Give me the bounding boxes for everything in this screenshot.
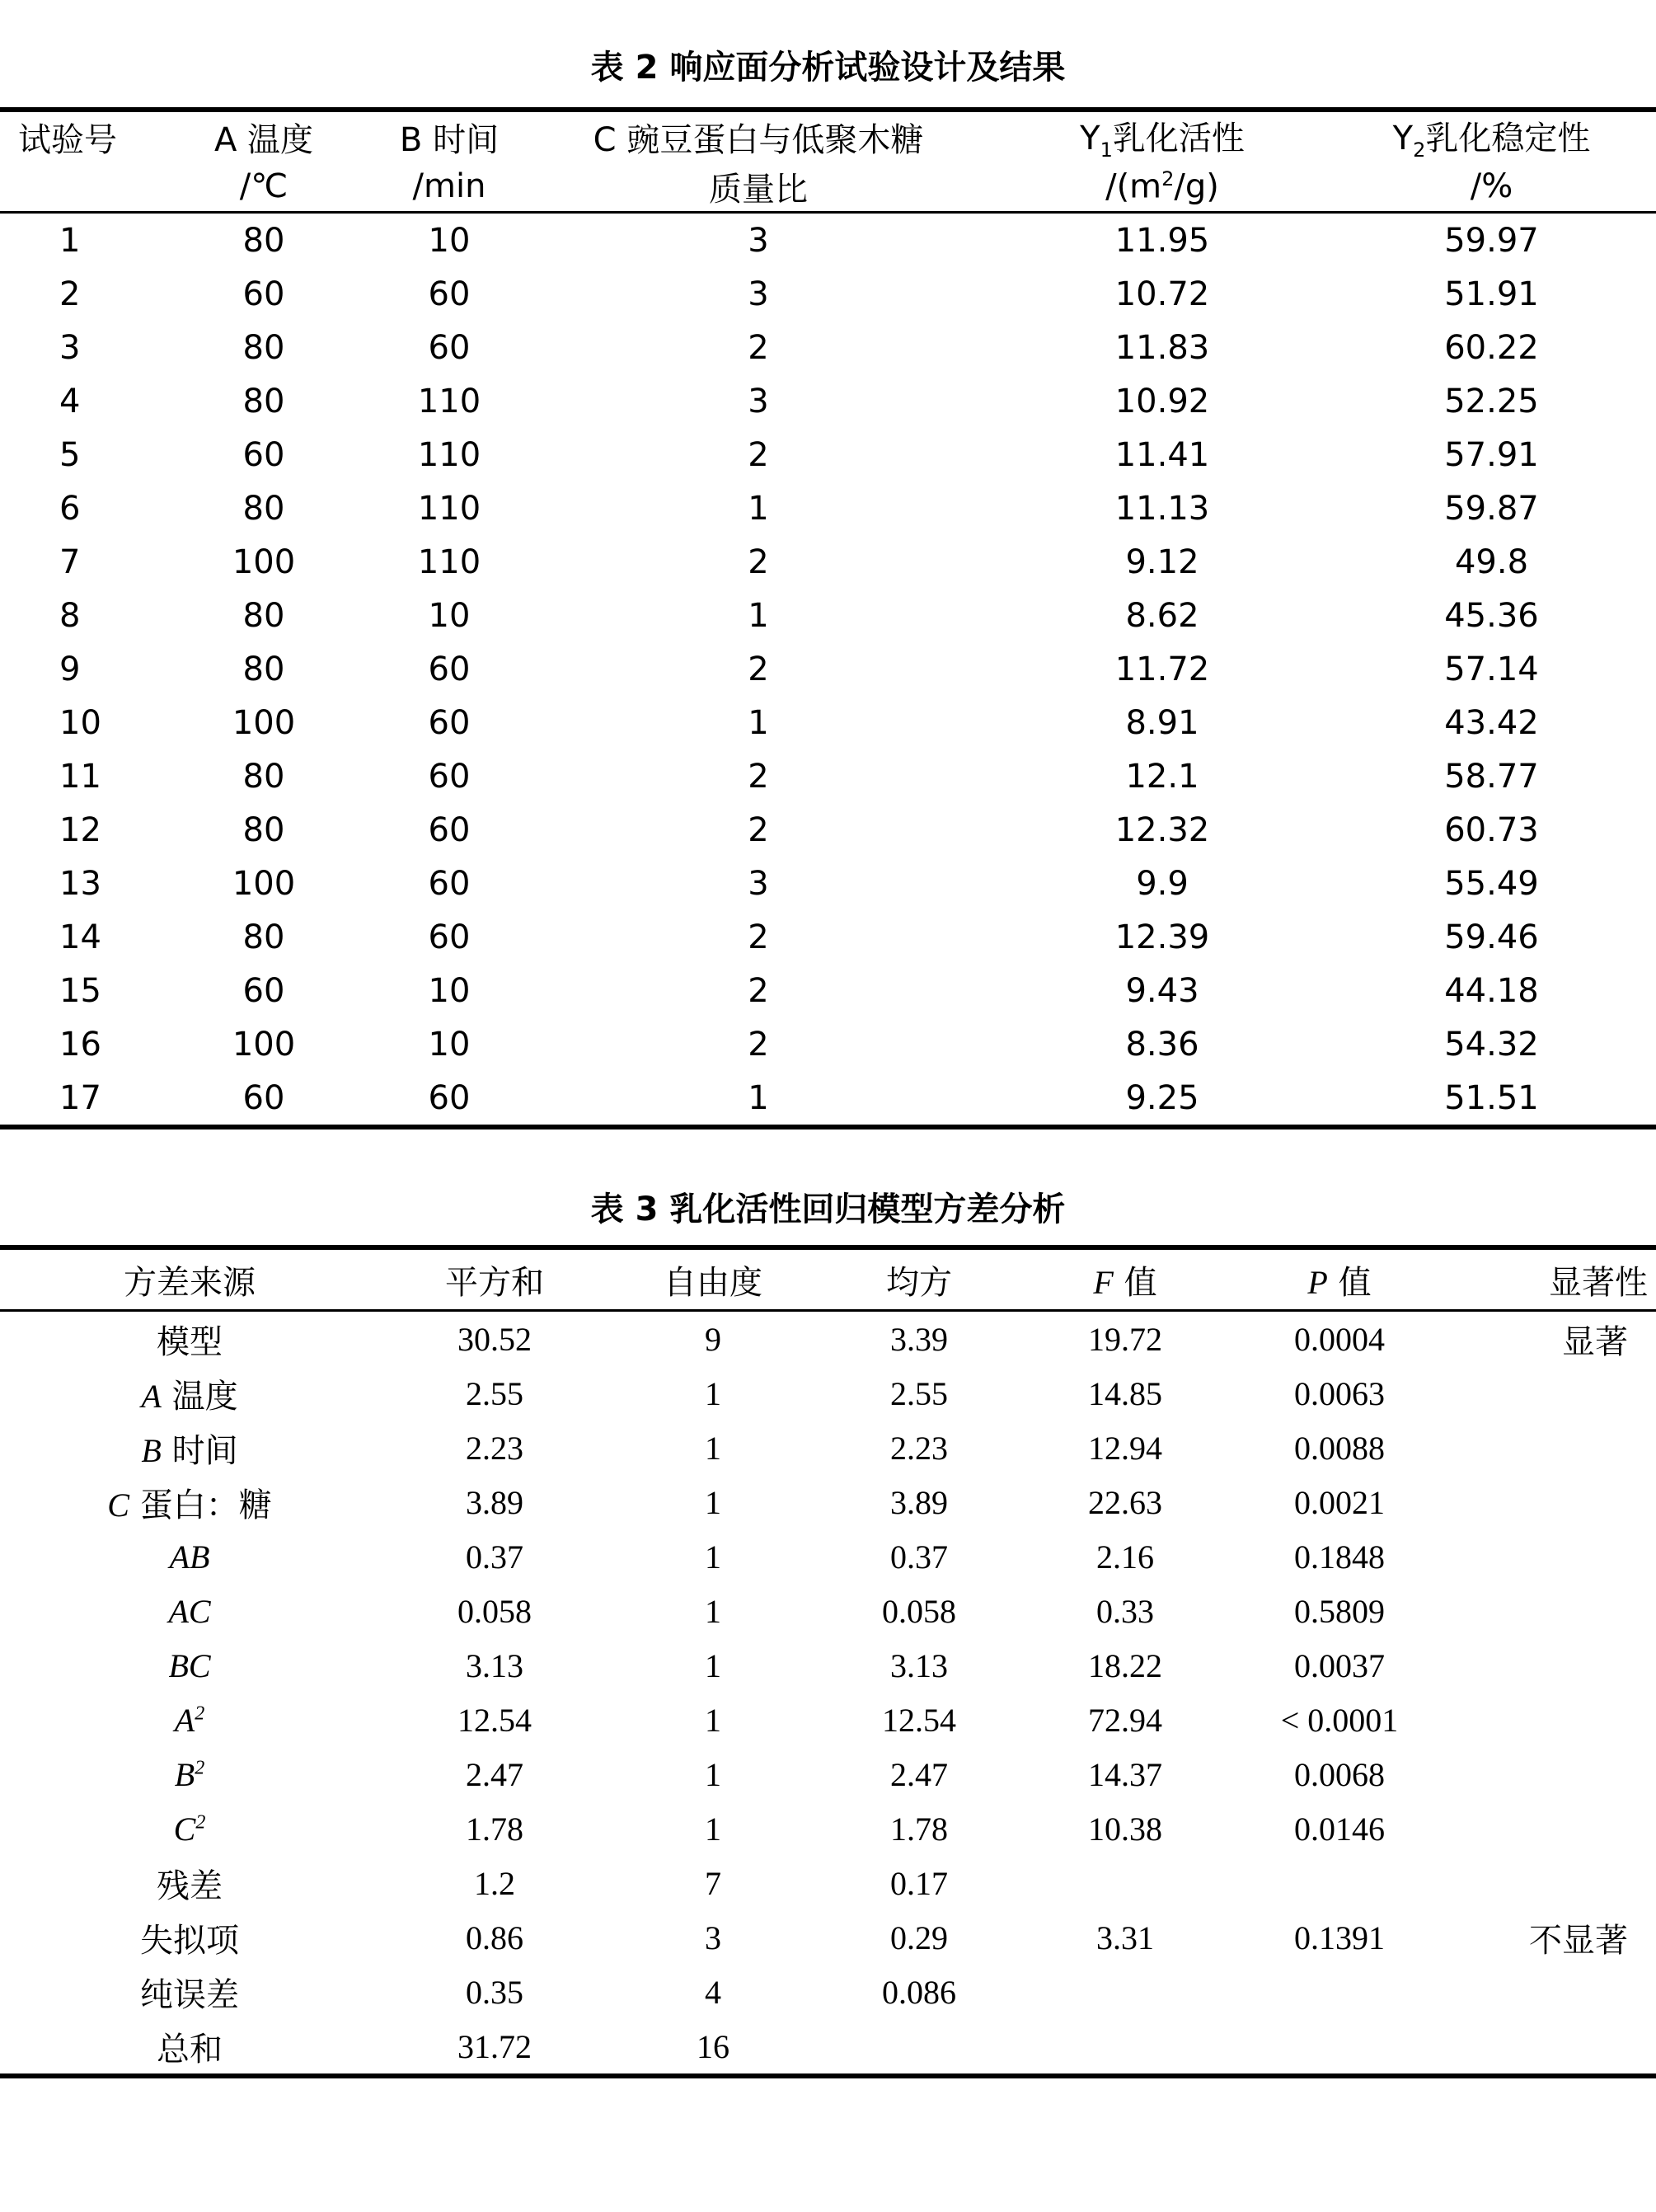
cell-f-value — [1022, 2019, 1228, 2076]
cell-emulsifying-activity: 11.95 — [1114, 221, 1210, 260]
source-exponent: 2 — [195, 1702, 205, 1725]
cell-p-value: 0.0063 — [1294, 1374, 1385, 1412]
cell-p-value: 0.0037 — [1294, 1646, 1385, 1684]
cell-degrees-of-freedom: 1 — [705, 1755, 721, 1793]
cell-run: 8 — [59, 596, 81, 635]
source-exponent: 2 — [195, 1811, 206, 1834]
table-row — [0, 1801, 1656, 1856]
cell-run: 2 — [59, 275, 81, 313]
cell-emulsifying-activity: 11.41 — [1114, 435, 1210, 474]
source-symbol: C — [173, 1810, 196, 1848]
cell-emulsifying-stability: 54.32 — [1444, 1025, 1539, 1064]
header-run-unit — [0, 162, 148, 213]
table-row — [0, 964, 1656, 1017]
cell-time: 60 — [428, 918, 471, 956]
cell-sum-of-squares: 0.86 — [466, 1918, 523, 1956]
cell-sum-of-squares: 1.78 — [466, 1810, 523, 1848]
cell-time: 60 — [379, 1071, 519, 1127]
cell-time: 10 — [428, 596, 471, 635]
table-row — [0, 857, 1656, 910]
cell-mean-square: 3.89 — [890, 1483, 948, 1521]
cell-emulsifying-activity: 12.1 — [1125, 757, 1199, 796]
cell-time: 10 — [428, 971, 471, 1010]
cell-p-value — [1228, 2019, 1451, 2076]
cell-degrees-of-freedom: 16 — [610, 2019, 816, 2076]
cell-emulsifying-stability: 44.18 — [1444, 971, 1539, 1010]
cell-temperature: 60 — [242, 275, 285, 313]
cell-p-value: 0.0068 — [1294, 1755, 1385, 1793]
cell-degrees-of-freedom: 1 — [705, 1429, 721, 1467]
cell-sum-of-squares: 0.058 — [457, 1592, 532, 1630]
cell-temperature: 80 — [242, 221, 285, 260]
cell-mean-square: 2.23 — [890, 1429, 948, 1467]
cell-p-value: 0.0004 — [1294, 1320, 1385, 1358]
f-symbol: F — [1093, 1263, 1114, 1301]
cell-p-value: 0.0146 — [1294, 1810, 1385, 1848]
cell-source — [0, 1366, 379, 1421]
cell-degrees-of-freedom: 1 — [705, 1646, 721, 1684]
cell-sum-of-squares: 30.52 — [457, 1320, 532, 1358]
cell-run: 14 — [59, 918, 101, 956]
table3-caption: 表 3 乳化活性回归模型方差分析 — [590, 1191, 1066, 1228]
cell-emulsifying-stability: 51.91 — [1444, 275, 1539, 313]
cell-mass-ratio: 3 — [748, 382, 769, 420]
table-row — [0, 321, 1656, 374]
cell-sum-of-squares: 31.72 — [379, 2019, 610, 2076]
cell-mass-ratio: 1 — [519, 1071, 997, 1127]
cell-emulsifying-stability: 49.8 — [1454, 542, 1529, 581]
cell-mass-ratio: 2 — [748, 542, 769, 581]
p-label: 值 — [1327, 1263, 1372, 1302]
cell-significance — [1451, 1529, 1656, 1584]
table-row — [0, 2019, 1656, 2076]
header-f-value — [1022, 1247, 1228, 1311]
table-row — [0, 1071, 1656, 1127]
header-time: B 时间 — [379, 110, 519, 162]
source-symbol: A — [174, 1701, 195, 1739]
cell-f-value: 72.94 — [1088, 1701, 1162, 1739]
cell-sum-of-squares: 1.2 — [474, 1864, 515, 1902]
table-row — [0, 910, 1656, 964]
cell-mean-square: 3.39 — [890, 1320, 948, 1358]
cell-run: 10 — [59, 703, 101, 742]
cell-run: 11 — [59, 757, 101, 796]
table-row — [0, 1421, 1656, 1475]
y1-label: 乳化活性 — [1112, 120, 1245, 157]
cell-degrees-of-freedom: 7 — [705, 1864, 721, 1902]
f-label: 值 — [1113, 1263, 1157, 1302]
y1-unit-post: /g) — [1174, 167, 1219, 206]
cell-temperature: 80 — [242, 328, 285, 367]
cell-f-value: 22.63 — [1088, 1483, 1162, 1521]
cell-mass-ratio: 2 — [748, 810, 769, 849]
header-y1 — [997, 110, 1327, 162]
cell-emulsifying-stability: 59.87 — [1444, 489, 1539, 528]
header-significance: 显著性 — [1451, 1247, 1656, 1311]
source-label: 蛋白：糖 — [129, 1486, 272, 1524]
cell-time: 60 — [428, 650, 471, 688]
cell-mass-ratio: 2 — [748, 328, 769, 367]
cell-mass-ratio: 1 — [748, 596, 769, 635]
source-symbol: B — [174, 1755, 195, 1793]
cell-significance — [1451, 1965, 1656, 2019]
cell-significance — [1451, 1584, 1656, 1638]
cell-emulsifying-activity: 9.43 — [1125, 971, 1199, 1010]
cell-emulsifying-activity: 9.25 — [997, 1071, 1327, 1127]
cell-emulsifying-activity: 9.9 — [1136, 864, 1189, 903]
table3-header-row — [0, 1247, 1656, 1311]
y1-symbol: Y — [1080, 120, 1100, 157]
cell-emulsifying-stability: 60.22 — [1444, 328, 1539, 367]
table-row — [0, 1366, 1656, 1421]
table-row — [0, 535, 1656, 589]
source-label: 纯误差 — [140, 1975, 239, 2014]
cell-temperature: 80 — [242, 382, 285, 420]
cell-emulsifying-stability: 59.46 — [1444, 918, 1539, 956]
source-symbol: BC — [168, 1646, 211, 1684]
table-row — [0, 1638, 1656, 1693]
table-row — [0, 1475, 1656, 1529]
header-y1-unit — [997, 162, 1327, 213]
cell-f-value: 10.38 — [1088, 1810, 1162, 1848]
cell-temperature: 80 — [242, 757, 285, 796]
cell-time: 110 — [417, 435, 481, 474]
y2-symbol: Y — [1392, 120, 1414, 157]
cell-p-value — [1228, 1856, 1451, 1910]
cell-degrees-of-freedom: 4 — [705, 1973, 721, 2011]
y1-unit-pre: /(m — [1105, 167, 1162, 206]
cell-sum-of-squares: 0.35 — [466, 1973, 523, 2011]
cell-run: 1 — [59, 221, 81, 260]
table-row — [0, 1965, 1656, 2019]
table-row — [0, 481, 1656, 535]
cell-source — [0, 1638, 379, 1693]
cell-sum-of-squares: 3.13 — [466, 1646, 523, 1684]
cell-f-value: 14.85 — [1088, 1374, 1162, 1412]
header-mass-ratio-sub: 质量比 — [519, 162, 997, 213]
cell-emulsifying-activity: 12.32 — [1114, 810, 1210, 849]
cell-degrees-of-freedom: 1 — [705, 1701, 721, 1739]
y1-subscript: 1 — [1100, 139, 1113, 162]
table-row — [0, 1584, 1656, 1638]
y2-subscript: 2 — [1413, 139, 1426, 162]
cell-mean-square: 3.13 — [890, 1646, 948, 1684]
cell-temperature: 60 — [148, 1071, 379, 1127]
cell-significance — [1451, 1856, 1656, 1910]
cell-mass-ratio: 3 — [748, 275, 769, 313]
y2-label: 乳化稳定性 — [1425, 120, 1591, 157]
cell-mean-square: 0.17 — [890, 1864, 948, 1902]
header-time-unit: /min — [379, 162, 519, 213]
cell-time: 60 — [428, 810, 471, 849]
table-row — [0, 803, 1656, 857]
cell-f-value: 2.16 — [1096, 1538, 1154, 1576]
table-row — [0, 1910, 1656, 1965]
cell-significance — [1451, 1801, 1656, 1856]
cell-p-value: 0.1391 — [1294, 1918, 1385, 1956]
cell-run: 16 — [59, 1025, 101, 1064]
source-symbol: A — [141, 1377, 162, 1415]
cell-mean-square — [816, 2019, 1022, 2076]
cell-emulsifying-activity: 11.72 — [1114, 650, 1210, 688]
cell-significance — [1451, 1747, 1656, 1801]
cell-sum-of-squares: 2.47 — [466, 1755, 523, 1793]
table3-body — [0, 1311, 1656, 2077]
cell-source — [0, 1910, 379, 1965]
cell-time: 60 — [428, 328, 471, 367]
y1-unit-sup: 2 — [1161, 167, 1175, 190]
cell-mass-ratio: 3 — [748, 221, 769, 260]
cell-time: 110 — [417, 542, 481, 581]
cell-p-value: 0.5809 — [1294, 1592, 1385, 1630]
table-row — [0, 642, 1656, 696]
cell-temperature: 80 — [242, 596, 285, 635]
cell-degrees-of-freedom: 3 — [705, 1918, 721, 1956]
cell-mean-square: 1.78 — [890, 1810, 948, 1848]
source-symbol: AC — [168, 1592, 211, 1630]
header-y2 — [1327, 110, 1656, 162]
cell-f-value — [1022, 1965, 1228, 2019]
header-temperature-unit: /℃ — [148, 162, 379, 213]
cell-emulsifying-activity: 8.36 — [1125, 1025, 1199, 1064]
cell-p-value — [1228, 1965, 1451, 2019]
header-temperature: A 温度 — [148, 110, 379, 162]
p-symbol: P — [1307, 1263, 1328, 1301]
cell-source — [0, 1747, 379, 1801]
header-degrees-of-freedom: 自由度 — [610, 1247, 816, 1311]
cell-significance — [1451, 1421, 1656, 1475]
cell-emulsifying-activity: 11.13 — [1114, 489, 1210, 528]
header-source: 方差来源 — [0, 1247, 379, 1311]
table2-caption: 表 2 响应面分析试验设计及结果 — [590, 49, 1066, 87]
table-row — [0, 589, 1656, 642]
source-label: 模型 — [157, 1322, 223, 1361]
cell-source — [0, 1529, 379, 1584]
cell-p-value: < 0.0001 — [1280, 1701, 1399, 1739]
table2-header-row-1 — [0, 110, 1656, 162]
cell-p-value: 0.1848 — [1294, 1538, 1385, 1576]
cell-mean-square: 0.058 — [882, 1592, 956, 1630]
cell-p-value: 0.0021 — [1294, 1483, 1385, 1521]
cell-mean-square: 2.47 — [890, 1755, 948, 1793]
table-row — [0, 213, 1656, 268]
cell-emulsifying-stability: 55.49 — [1444, 864, 1539, 903]
cell-f-value: 3.31 — [1096, 1918, 1154, 1956]
table-row — [0, 1747, 1656, 1801]
table-row — [0, 1311, 1656, 1367]
cell-temperature: 100 — [232, 703, 296, 742]
table-row — [0, 696, 1656, 749]
cell-emulsifying-stability: 51.51 — [1327, 1071, 1656, 1127]
cell-temperature: 60 — [242, 435, 285, 474]
cell-emulsifying-activity: 8.62 — [1125, 596, 1199, 635]
cell-emulsifying-activity: 8.91 — [1125, 703, 1199, 742]
cell-source — [0, 1584, 379, 1638]
header-y2-unit: /% — [1327, 162, 1656, 213]
cell-emulsifying-stability: 59.97 — [1444, 221, 1539, 260]
cell-emulsifying-stability: 52.25 — [1444, 382, 1539, 420]
cell-emulsifying-stability: 57.14 — [1444, 650, 1539, 688]
cell-source — [0, 1693, 379, 1747]
cell-significance — [1451, 1475, 1656, 1529]
cell-emulsifying-stability: 58.77 — [1444, 757, 1539, 796]
cell-mass-ratio: 2 — [748, 650, 769, 688]
cell-emulsifying-stability: 60.73 — [1444, 810, 1539, 849]
cell-significance — [1451, 2019, 1656, 2076]
header-p-value — [1228, 1247, 1451, 1311]
cell-source — [0, 1801, 379, 1856]
cell-mass-ratio: 3 — [748, 864, 769, 903]
cell-significance — [1451, 1693, 1656, 1747]
cell-temperature: 100 — [232, 1025, 296, 1064]
cell-temperature: 80 — [242, 489, 285, 528]
cell-sum-of-squares: 2.55 — [466, 1374, 523, 1412]
cell-degrees-of-freedom: 1 — [705, 1483, 721, 1521]
header-mean-square: 均方 — [816, 1247, 1022, 1311]
table2 — [0, 107, 1656, 1129]
cell-temperature: 80 — [242, 918, 285, 956]
cell-run: 4 — [59, 382, 81, 420]
cell-sum-of-squares: 12.54 — [457, 1701, 532, 1739]
cell-run: 7 — [59, 542, 81, 581]
cell-mean-square: 0.37 — [890, 1538, 948, 1576]
cell-source — [0, 1311, 379, 1367]
source-label: 残差 — [157, 1867, 223, 1905]
cell-significance — [1451, 1638, 1656, 1693]
table-row — [0, 1017, 1656, 1071]
table2-body — [0, 213, 1656, 1128]
table-row — [0, 1856, 1656, 1910]
cell-time: 10 — [428, 221, 471, 260]
cell-f-value: 14.37 — [1088, 1755, 1162, 1793]
cell-time: 60 — [428, 275, 471, 313]
header-run: 试验号 — [0, 110, 148, 162]
cell-mass-ratio: 1 — [748, 703, 769, 742]
table-row — [0, 1529, 1656, 1584]
source-exponent: 2 — [195, 1757, 205, 1779]
cell-degrees-of-freedom: 1 — [705, 1810, 721, 1848]
table-row — [0, 749, 1656, 803]
source-label: 温度 — [161, 1377, 238, 1416]
header-sum-of-squares: 平方和 — [379, 1247, 610, 1311]
cell-mean-square: 0.086 — [882, 1973, 956, 2011]
cell-temperature: 80 — [242, 650, 285, 688]
cell-mean-square: 12.54 — [882, 1701, 956, 1739]
cell-run: 13 — [59, 864, 101, 903]
cell-run: 12 — [59, 810, 101, 849]
cell-mass-ratio: 2 — [748, 971, 769, 1010]
cell-emulsifying-stability: 45.36 — [1444, 596, 1539, 635]
cell-source — [0, 1475, 379, 1529]
source-label: 时间 — [161, 1431, 238, 1470]
cell-source — [0, 1421, 379, 1475]
cell-temperature: 100 — [232, 542, 296, 581]
cell-time: 110 — [417, 382, 481, 420]
cell-time: 60 — [428, 864, 471, 903]
cell-mass-ratio: 2 — [748, 1025, 769, 1064]
cell-time: 60 — [428, 703, 471, 742]
cell-f-value: 12.94 — [1088, 1429, 1162, 1467]
cell-emulsifying-activity: 10.72 — [1114, 275, 1210, 313]
cell-temperature: 60 — [242, 971, 285, 1010]
cell-run: 6 — [59, 489, 81, 528]
cell-sum-of-squares: 3.89 — [466, 1483, 523, 1521]
cell-temperature: 80 — [242, 810, 285, 849]
source-symbol: AB — [169, 1538, 210, 1576]
cell-source — [0, 1965, 379, 2019]
cell-f-value: 19.72 — [1088, 1320, 1162, 1358]
cell-source — [0, 1856, 379, 1910]
source-label: 总和 — [157, 2030, 223, 2069]
cell-emulsifying-stability: 57.91 — [1444, 435, 1539, 474]
cell-run: 9 — [59, 650, 81, 688]
cell-run: 15 — [59, 971, 101, 1010]
cell-significance: 不显著 — [1529, 1921, 1628, 1960]
cell-run: 3 — [59, 328, 81, 367]
cell-emulsifying-activity: 11.83 — [1114, 328, 1210, 367]
cell-f-value: 18.22 — [1088, 1646, 1162, 1684]
table2-header-row-2 — [0, 162, 1656, 213]
cell-time: 110 — [417, 489, 481, 528]
cell-run: 5 — [59, 435, 81, 474]
cell-mass-ratio: 1 — [748, 489, 769, 528]
cell-f-value: 0.33 — [1096, 1592, 1154, 1630]
cell-emulsifying-stability: 43.42 — [1444, 703, 1539, 742]
table-row — [0, 374, 1656, 428]
cell-source — [0, 2019, 379, 2076]
cell-mass-ratio: 2 — [748, 757, 769, 796]
cell-significance: 显著 — [1562, 1322, 1628, 1361]
source-label: 失拟项 — [140, 1921, 239, 1960]
table3 — [0, 1245, 1656, 2078]
cell-emulsifying-activity: 9.12 — [1125, 542, 1199, 581]
cell-time: 10 — [428, 1025, 471, 1064]
table-row — [0, 267, 1656, 321]
cell-mean-square: 2.55 — [890, 1374, 948, 1412]
cell-mean-square: 0.29 — [890, 1918, 948, 1956]
cell-f-value — [1022, 1856, 1228, 1910]
cell-temperature: 100 — [232, 864, 296, 903]
cell-emulsifying-activity: 10.92 — [1114, 382, 1210, 420]
source-symbol: C — [107, 1486, 129, 1524]
cell-degrees-of-freedom: 9 — [705, 1320, 721, 1358]
cell-time: 60 — [428, 757, 471, 796]
cell-mass-ratio: 2 — [748, 918, 769, 956]
cell-degrees-of-freedom: 1 — [705, 1592, 721, 1630]
header-mass-ratio: C 豌豆蛋白与低聚木糖 — [519, 110, 997, 162]
table-row — [0, 428, 1656, 481]
cell-degrees-of-freedom: 1 — [705, 1374, 721, 1412]
cell-sum-of-squares: 2.23 — [466, 1429, 523, 1467]
cell-p-value: 0.0088 — [1294, 1429, 1385, 1467]
table-row — [0, 1693, 1656, 1747]
cell-sum-of-squares: 0.37 — [466, 1538, 523, 1576]
source-symbol: B — [141, 1431, 162, 1469]
cell-run: 17 — [0, 1071, 148, 1127]
cell-mass-ratio: 2 — [748, 435, 769, 474]
cell-degrees-of-freedom: 1 — [705, 1538, 721, 1576]
cell-emulsifying-activity: 12.39 — [1114, 918, 1210, 956]
cell-significance — [1451, 1366, 1656, 1421]
